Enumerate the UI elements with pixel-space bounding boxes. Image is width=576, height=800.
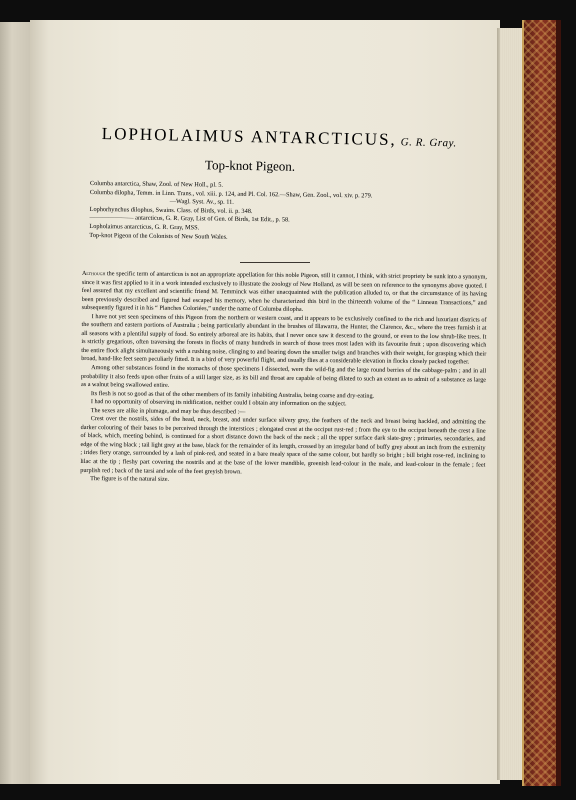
synonym-line: Lophorhynchus dilophus, Swains. Class. of Birds, vol. ii. p. 348. [89, 205, 253, 215]
paragraph: The sexes are alike in plumage, and may be thus described :— [90, 406, 246, 416]
body-text [80, 270, 487, 487]
synonymy-list [89, 180, 480, 245]
synonym-line: —Wagl. Syst. Av., sp. 11. [169, 198, 234, 206]
left-page-edge [0, 22, 31, 784]
species-name: LOPHOLAIMUS ANTARCTICUS, [101, 124, 397, 150]
paragraph [82, 270, 487, 316]
marbled-binding [522, 20, 558, 786]
synonym-line: Lopholaimus antarcticus, G. R. Gray, MSS. [89, 222, 200, 232]
drop-lead-word: Although [81, 270, 106, 278]
synonym-line: Columba antarctica, Shaw, Zool. of New Holl., pl. 5. [89, 180, 224, 189]
binding-edge [556, 20, 561, 786]
paragraph: I had no opportunity of observing its nidification, neither could I obtain any information on the subject. [90, 398, 347, 408]
synonym-line: ——————— antarcticus, G. R. Gray, List of Gen. of Birds, 1st Edit., p. 58. [89, 214, 290, 224]
common-name: Top-knot Pigeon. [204, 157, 296, 174]
paragraph: Its flesh is not so good as that of the other members of its family inhabiting Australia, being coarse and dry-eating. [90, 389, 375, 400]
paragraph: Among other substances found in the stomachs of those specimens I dissected, were the wild-fig and the large round berries of the cabbage-palm ; and in all probability it also feeds upon other fruits of a still larger size, as its bill and throat are capable of being dilated to such an extent as to admit of a substance as large as a walnut being swallowed entire. [80, 364, 487, 389]
paragraph: Crest over the nostrils, sides of the head, neck, breast, and under surface silvery grey, the feathers of the neck and breast being hackled, and admitting the darker colouring of their bases to be perceived through the interstices ; elongated crest at the occiput rust-red ; from the eye to the occiput beneath the crest a line of black, which, meeting behind, is continued for a short distance down the back of the neck ; all the upper surface dark slate-grey ; primaries, secondaries, and edge of the wing black ; tail light grey at the base, black for the remainder of its length, crossed by an irregular band of buffy grey about an inch from the extremity ; irides fiery orange, surrounded by a lash of pink-red, and seated in a bare mealy space of the same colour, but hardly so bright ; bill bright rose-red, inclining to lilac at the tip ; fleshy part covering the nostrils and at the base of the lower mandible, greenish lead-colour in the male, and lead-colour in the female ; feet purplish red ; back of the tarsi and sole of the feet greyish brown. [80, 415, 486, 475]
section-divider [240, 262, 310, 263]
paragraph: The figure is of the natural size. [90, 475, 170, 483]
page-stack-edges [500, 28, 522, 780]
synonym-line: Columba dilopha, Temm. in Linn. Trans., vol. xiii. p. 124, and Pl. Col. 162.—Shaw, Gen. Zool., vol. xiv. p. 279. [89, 188, 373, 200]
paragraph-text: the specific term of antarcticus is not an appropriate appellation for this noble Pigeon, still it cannot, I think, with strict propriety be sunk into a synonym, since it was first applied to it in a work intended exclusively to illustrate the zoology of New Holland, as will be seen on reference to the synonyms above quoted. I feel assured that my excellent and scientific friend M. Temminck was either unacquainted with the publication alluded to, or that the circumstance of its having been previously described and figured had escaped his memory, when he characterized this bird in the thirteenth volume of the “ Linnean Transactions,” and subsequently figured it in his “ Planches Coloriées,” under the name of Columba dilopha. [81, 270, 487, 314]
paragraph: I have not yet seen specimens of this Pigeon from the northern or western coast, and it appears to be exclusively confined to the rich and luxuriant districts of the southern and eastern portions of Australia ; being particularly abundant in the brushes of Illawarra, the Hunter, the Clarence, &c., where the trees furnish it at all seasons with a plentiful supply of food. So entirely arboreal are its habits, that I never once saw it descend to the ground, or even to the low shrub-like trees. It is strictly gregarious, often traversing the forests in flocks of many hundreds in search of those trees most laden with its favourite fruit ; upon discovering which the entire flock alight simultaneously with a rushing noise, clinging to and bearing down the smaller twigs and branches with their weight, for grasping which their broad, hand-like feet seem peculiarly fitted. It is a bird of very powerful flight, and usually flies at a considerable elevation in flocks closely packed together. [81, 312, 487, 366]
species-author: G. R. Gray. [400, 136, 457, 150]
synonym-line: Top-knot Pigeon of the Colonists of New South Wales. [89, 231, 228, 241]
